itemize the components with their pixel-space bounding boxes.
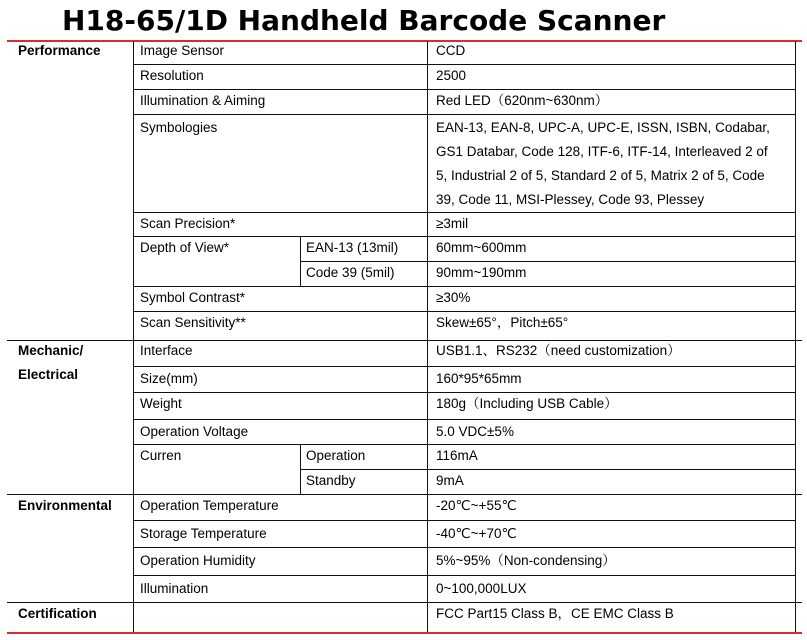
scan-precision-label: Scan Precision* <box>140 216 236 231</box>
resolution-value: 2500 <box>436 68 467 83</box>
depth-sub2-value: 90mm~190mm <box>436 265 527 280</box>
section-performance: Performance <box>18 43 101 58</box>
section-environmental: Environmental <box>18 498 112 513</box>
symbologies-line: 5, Industrial 2 of 5, Standard 2 of 5, Matrix 2 of 5, Code <box>436 168 765 183</box>
current-sub2-label: Standby <box>306 473 356 488</box>
row-divider <box>133 366 795 367</box>
column-divider <box>300 444 301 494</box>
row-divider <box>133 64 795 65</box>
voltage-value: 5.0 VDC±5% <box>436 424 514 439</box>
section-divider <box>7 494 802 495</box>
depth-sub2-label: Code 39 (5mil) <box>306 265 395 280</box>
depth-sub1-value: 60mm~600mm <box>436 240 527 255</box>
section-divider <box>7 602 802 603</box>
symbologies-label: Symbologies <box>140 120 218 135</box>
row-divider <box>133 114 795 115</box>
illumination-value: 0~100,000LUX <box>436 581 527 596</box>
depth-sub1-label: EAN-13 (13mil) <box>306 240 399 255</box>
storage-temp-value: -40℃~+70℃ <box>436 526 517 541</box>
row-divider <box>300 469 795 470</box>
size-value: 160*95*65mm <box>436 371 522 386</box>
row-divider <box>133 575 795 576</box>
interface-value: USB1.1、RS232（need customization） <box>436 343 681 358</box>
row-divider <box>300 261 795 262</box>
row-divider <box>133 89 795 90</box>
scan-sensitivity-value: Skew±65°，Pitch±65° <box>436 315 569 330</box>
op-temp-label: Operation Temperature <box>140 498 279 513</box>
row-divider <box>133 419 795 420</box>
row-divider <box>133 520 795 521</box>
row-divider <box>133 212 795 213</box>
row-divider <box>133 392 795 393</box>
bottom-red-rule <box>7 632 802 634</box>
current-sub1-label: Operation <box>306 448 366 463</box>
section-mechanic-line2: Electrical <box>18 367 79 382</box>
scan-sensitivity-label: Scan Sensitivity** <box>140 315 246 330</box>
row-divider <box>133 286 795 287</box>
weight-value: 180g（Including USB Cable） <box>436 396 618 411</box>
voltage-label: Operation Voltage <box>140 424 249 439</box>
illumination-aiming-label: Illumination & Aiming <box>140 93 266 108</box>
current-label: Curren <box>140 448 182 463</box>
column-divider <box>300 236 301 286</box>
symbol-contrast-value: ≥30% <box>436 290 471 305</box>
row-divider <box>133 311 795 312</box>
column-divider <box>427 41 428 632</box>
current-sub2-value: 9mA <box>436 473 464 488</box>
current-sub1-value: 116mA <box>436 448 478 463</box>
top-red-rule <box>7 40 802 42</box>
humidity-value: 5%~95%（Non-condensing） <box>436 553 616 568</box>
section-certification: Certification <box>18 606 97 621</box>
symbologies-line: GS1 Databar, Code 128, ITF-6, ITF-14, Interleaved 2 of <box>436 144 768 159</box>
symbologies-line: EAN-13, EAN-8, UPC-A, UPC-E, ISSN, ISBN, Codabar, <box>436 120 770 135</box>
interface-label: Interface <box>140 343 193 358</box>
size-label: Size(mm) <box>140 371 198 386</box>
symbologies-line: 39, Code 11, MSI-Plessey, Code 93, Plessey <box>436 192 705 207</box>
weight-label: Weight <box>140 396 182 411</box>
scan-precision-value: ≥3mil <box>436 216 469 231</box>
column-divider <box>133 41 134 632</box>
section-divider <box>7 340 802 341</box>
section-mechanic-line1: Mechanic/ <box>18 343 84 358</box>
illumination-label: Illumination <box>140 581 209 596</box>
resolution-label: Resolution <box>140 68 204 83</box>
illumination-aiming-value: Red LED（620nm~630nm） <box>436 93 609 108</box>
storage-temp-label: Storage Temperature <box>140 526 267 541</box>
row-divider <box>133 236 795 237</box>
page-title: H18-65/1D Handheld Barcode Scanner <box>62 4 666 37</box>
symbologies-value <box>436 116 796 212</box>
humidity-label: Operation Humidity <box>140 553 256 568</box>
depth-of-view-label: Depth of View* <box>140 240 230 255</box>
certification-value: FCC Part15 Class B，CE EMC Class B <box>436 606 674 621</box>
symbol-contrast-label: Symbol Contrast* <box>140 290 246 305</box>
image-sensor-label: Image Sensor <box>140 43 225 58</box>
row-divider <box>133 444 795 445</box>
row-divider <box>133 547 795 548</box>
image-sensor-value: CCD <box>436 43 466 58</box>
op-temp-value: -20℃~+55℃ <box>436 498 517 513</box>
